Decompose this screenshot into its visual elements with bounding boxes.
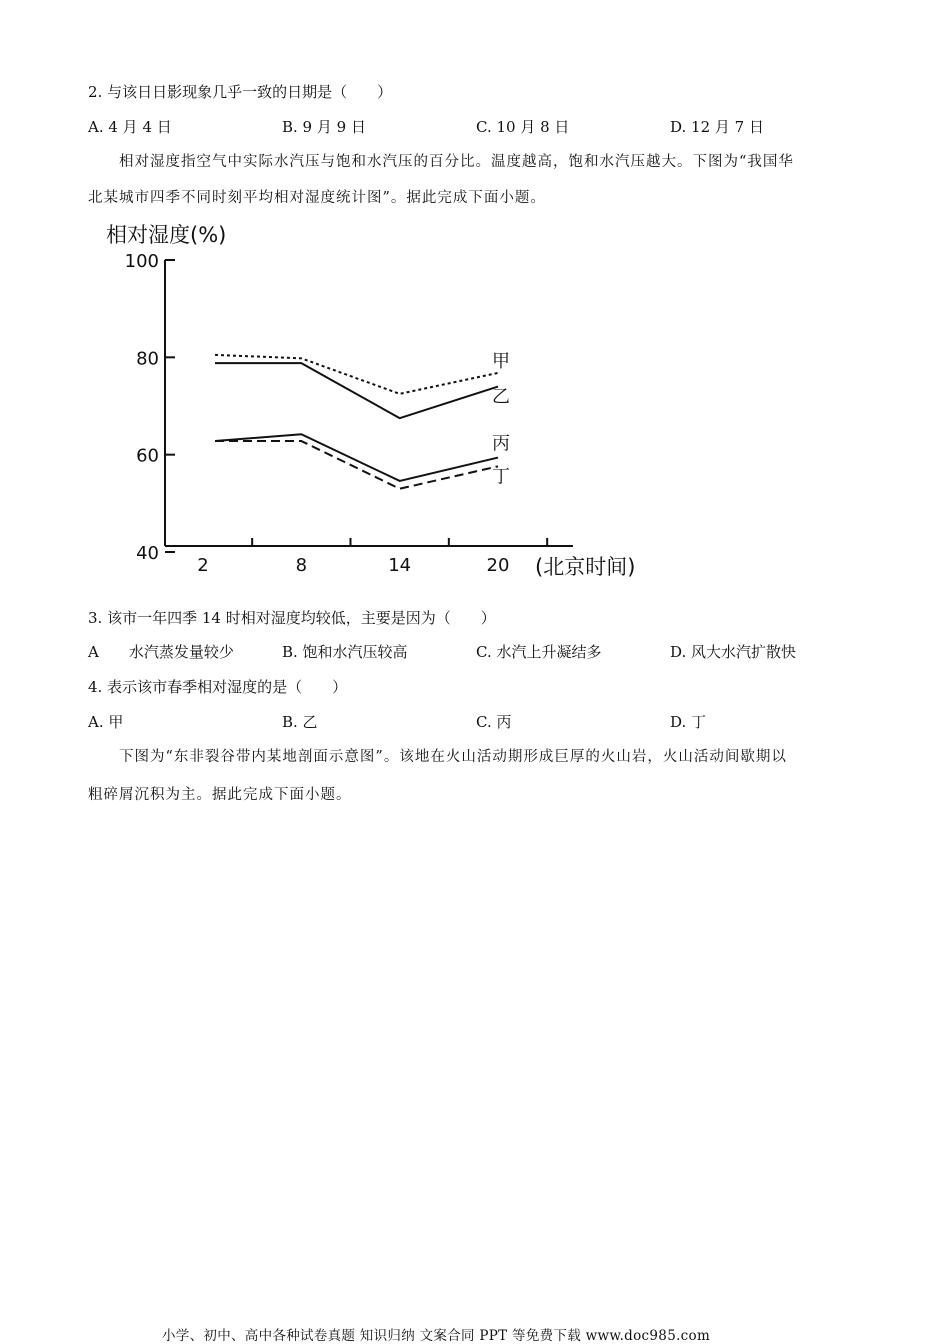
x-tick-label: 2: [197, 555, 209, 576]
q2-option-c: C. 10 月 8 日: [476, 118, 570, 136]
q4-option-b: B. 乙: [282, 713, 318, 731]
q2-option-d: D. 12 月 7 日: [670, 118, 764, 136]
q3-option-a: A 水汽蒸发量较少: [88, 643, 234, 661]
series-line-4: [215, 441, 498, 489]
x-tick-label: 20: [486, 555, 510, 576]
y-tick-label: 80: [136, 348, 159, 370]
x-tick-label: 14: [388, 555, 412, 576]
passage1-line1: 相对湿度指空气中实际水汽压与饱和水汽压的百分比。温度越高，饱和水汽压越大。下图为“我国华: [119, 154, 794, 170]
q4-option-c: C. 丙: [476, 713, 512, 731]
x-axis-title: (北京时间): [535, 555, 636, 579]
passage1-line2: 北某城市四季不同时刻平均相对湿度统计图”。据此完成下面小题。: [88, 190, 546, 206]
x-tick-label: 8: [295, 555, 308, 576]
q4-option-a: A. 甲: [88, 713, 124, 731]
series-label-2: 乙: [492, 386, 510, 408]
passage2-line1: 下图为“东非裂谷带内某地剖面示意图”。该地在火山活动期形成巨厚的火山岩，火山活动间歇期以: [119, 749, 787, 765]
q2-option-a: A. 4 月 4 日: [88, 118, 172, 136]
y-tick-label: 60: [136, 445, 159, 467]
series-line-2: [215, 363, 498, 418]
q4-stem: 4. 表示该市春季相对湿度的是（ ）: [88, 678, 348, 696]
q4-option-d: D. 丁: [670, 713, 707, 731]
y-tick-label: 40: [136, 543, 159, 564]
series-label-4: 丁: [492, 466, 510, 488]
y-tick-label: 100: [124, 251, 159, 272]
q3-option-b: B. 饱和水汽压较高: [282, 643, 408, 661]
q3-option-c: C. 水汽上升凝结多: [476, 643, 602, 661]
series-label-1: 甲: [492, 350, 510, 372]
q2-option-b: B. 9 月 9 日: [282, 118, 366, 136]
q2-stem: 2. 与该日日影现象几乎一致的日期是（ ）: [88, 83, 393, 101]
series-line-1: [215, 355, 498, 394]
humidity-line-chart: [100, 218, 660, 586]
series-label-3: 丙: [492, 433, 510, 455]
q3-option-d: D. 风大水汽扩散快: [670, 643, 797, 661]
q3-stem: 3. 该市一年四季 14 时相对湿度均较低，主要是因为（ ）: [88, 609, 496, 627]
passage2-line2: 粗碎屑沉积为主。据此完成下面小题。: [88, 787, 352, 803]
page-footer: 小学、初中、高中各种试卷真题 知识归纳 文案合同 PPT 等免费下载 www.doc985.com: [162, 1328, 711, 1344]
y-axis-title: 相对湿度(%): [106, 223, 227, 247]
